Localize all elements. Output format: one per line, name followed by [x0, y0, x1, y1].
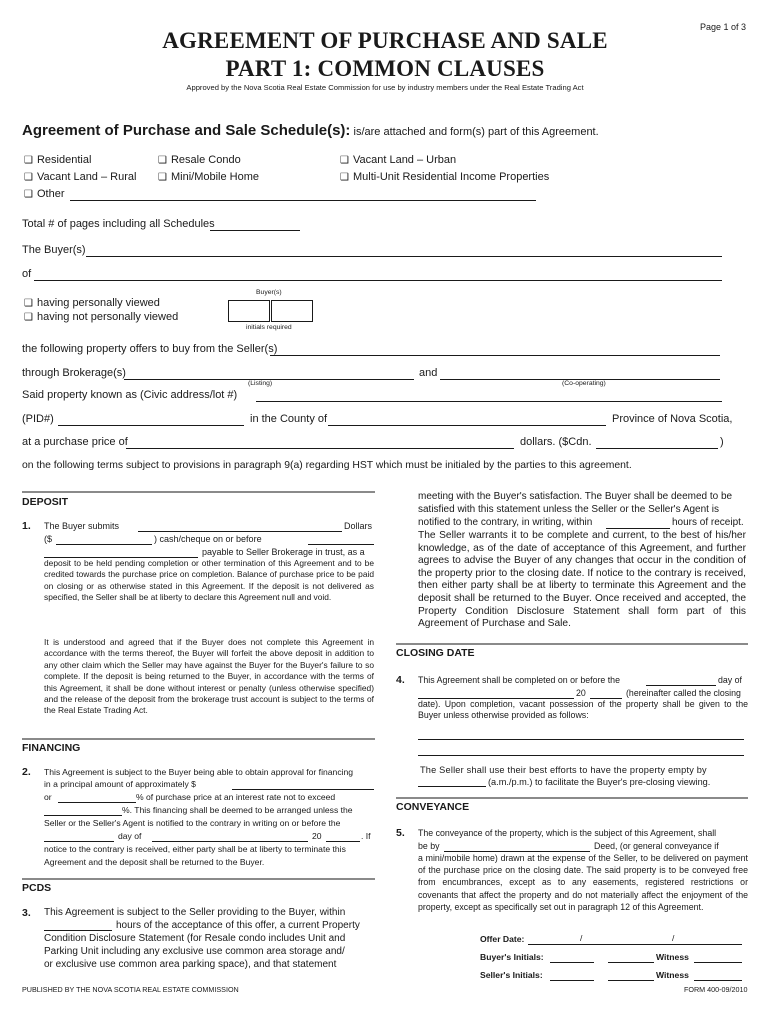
total-pages-field[interactable] — [210, 220, 300, 231]
buyers-field[interactable] — [86, 246, 722, 257]
conveyance-number: 5. — [396, 827, 405, 839]
deposit-divider — [22, 491, 375, 493]
financing-year-field[interactable] — [326, 831, 360, 842]
financing-l5: Seller or the Seller's Agent is notified to the contrary in writing on or before the — [44, 818, 341, 828]
sellers-field[interactable] — [270, 345, 720, 356]
buyers-label: The Buyer(s) — [22, 244, 86, 256]
pcds-number: 3. — [22, 907, 31, 919]
financing-day-field[interactable] — [44, 831, 114, 842]
closing-empty-time-field[interactable] — [418, 776, 486, 787]
sellers-initials-field-2[interactable] — [608, 970, 654, 981]
province-label: Province of Nova Scotia, — [612, 413, 733, 425]
pcds-l3: Condition Disclosure Statement (for Resale condo includes Unit and — [44, 933, 346, 944]
offer-date-label: Offer Date: — [480, 934, 525, 944]
sellers-initials-label: Seller's Initials: — [480, 970, 543, 980]
form-title: AGREEMENT OF PURCHASE AND SALE — [162, 28, 608, 53]
listing-brokerage-field[interactable] — [124, 369, 414, 380]
price-words-field[interactable] — [126, 438, 514, 449]
pid-label: (PID#) — [22, 413, 54, 425]
closing-l4: The Seller shall use their best efforts to have the property empty by — [420, 765, 707, 775]
price-numeric-field[interactable] — [596, 438, 718, 449]
financing-divider — [22, 738, 375, 740]
closing-l5: (a.m./p.m.) to facilitate the Buyer's pre-closing viewing. — [488, 777, 711, 787]
financing-amount-field[interactable] — [232, 779, 374, 790]
financing-l1: This Agreement is subject to the Buyer being able to obtain approval for financing — [44, 767, 354, 777]
deposit-line1: The Buyer submits — [44, 521, 120, 531]
close-paren: ) — [720, 436, 724, 448]
pcds-review-hours-field[interactable] — [606, 518, 670, 529]
pcds-l1: This Agreement is subject to the Seller providing to the Buyer, within — [44, 907, 346, 918]
form-subtitle: PART 1: COMMON CLAUSES — [225, 56, 545, 81]
checkbox-other[interactable]: ❑ Other — [24, 188, 64, 200]
deposit-number: 1. — [22, 520, 31, 532]
financing-number: 2. — [22, 766, 31, 778]
civic-address-field[interactable] — [256, 391, 722, 402]
closing-year-field[interactable] — [590, 688, 622, 699]
deposit-amount-words-field[interactable] — [138, 521, 342, 532]
deposit-heading: DEPOSIT — [22, 496, 69, 508]
schedule-heading: Agreement of Purchase and Sale Schedule(s): is/are attached and form(s) part of this Agreement. — [22, 122, 599, 139]
checkbox-residential[interactable]: ❑ Residential — [24, 154, 91, 166]
footer-publisher: PUBLISHED BY THE NOVA SCOTIA REAL ESTATE COMMISSION — [22, 985, 239, 994]
brokerage-label: through Brokerage(s) — [22, 367, 126, 379]
deposit-body-1: deposit to be held pending completion or other termination of this Agreement and to be credited towards the purchase price on completion. Balance of purchase price to be paid on closing or as otherwise stated in this Agreement. If the deposit is not delivered as specified, the Seller shall be at liberty to declare this Agreement null and void. — [44, 558, 374, 603]
known-as-label: Said property known as (Civic address/lot #) — [22, 389, 238, 401]
deposit-paren: ($ — [44, 534, 53, 544]
pcds-cont-l3b: hours of receipt. — [672, 517, 744, 528]
hst-terms: on the following terms subject to provisions in paragraph 9(a) regarding HST which must be initialed by the parties to this agreement. — [22, 460, 632, 471]
financing-percent-field[interactable] — [58, 792, 136, 803]
closing-provision-line-1[interactable] — [418, 729, 744, 740]
financing-l7: notice to the contrary is received, either party shall be at liberty to terminate this — [44, 844, 346, 854]
closing-number: 4. — [396, 674, 405, 686]
financing-l6a: day of — [118, 831, 142, 841]
conveyance-body: a mini/mobile home) drawn at the expense of the Seller, to be delivered on payment of the purchase price on the closing date. The said property is to be conveyed free from encumbrances, except as to any easements, registered restrictions or covenants that affect the property and do not materially affect the enjoyment of the property, except as specifically set out in paragraph 12 of this Agreement. — [418, 853, 748, 912]
financing-rate-field[interactable] — [44, 805, 122, 816]
date-slash-2: / — [672, 933, 675, 943]
checkbox-resale-condo[interactable]: ❑ Resale Condo — [158, 154, 241, 166]
of-label: of — [22, 268, 32, 280]
deposit-line2: ) cash/cheque on or before — [154, 534, 262, 544]
buyers-witness-label: Witness — [656, 952, 689, 962]
checkbox-vacant-urban[interactable]: ❑ Vacant Land – Urban — [340, 154, 456, 166]
pcds-cont-l3a: notified to the contrary, in writing, within — [418, 517, 593, 528]
buyers-initials-label: Buyer's Initials: — [480, 952, 544, 962]
deed-type-field[interactable] — [444, 841, 590, 852]
and-label: and — [419, 367, 438, 379]
conveyance-l1: The conveyance of the property, which is the subject of this Agreement, shall — [418, 828, 717, 838]
conveyance-heading: CONVEYANCE — [396, 801, 470, 813]
county-field[interactable] — [328, 415, 606, 426]
conveyance-l2a: be by — [418, 841, 440, 851]
footer-form-number: FORM 400-09/2010 — [684, 985, 748, 994]
financing-l4: %. This financing shall be deemed to be arranged unless the — [122, 805, 353, 815]
conveyance-divider — [396, 797, 748, 799]
pid-field[interactable] — [58, 415, 244, 426]
checkbox-mini-mobile[interactable]: ❑ Mini/Mobile Home — [158, 171, 259, 183]
closing-l1b: day of — [718, 675, 742, 685]
buyer-address-field[interactable] — [34, 270, 722, 281]
buyers-initials-field-1[interactable] — [550, 952, 594, 963]
sellers-witness-label: Witness — [656, 970, 689, 980]
financing-month-field[interactable] — [152, 831, 308, 842]
pcds-cont-l2: satisfied with this statement unless the Seller or the Seller's Agent is — [418, 504, 719, 515]
closing-l1a: This Agreement shall be completed on or before the — [418, 675, 620, 685]
deposit-date-field[interactable] — [308, 534, 374, 545]
financing-l6b: 20 — [312, 831, 322, 841]
financing-l3b: % of purchase price at an interest rate not to exceed — [136, 792, 336, 802]
closing-provision-line-2[interactable] — [418, 745, 744, 756]
pcds-hours-field[interactable] — [44, 920, 112, 931]
pcds-l5: or exclusive use common area parking space), and that statement — [44, 959, 337, 970]
offer-date-field[interactable] — [528, 934, 742, 945]
conveyance-l2b: Deed, (or general conveyance if — [594, 841, 719, 851]
checkbox-not-personally-viewed[interactable]: ❑ having not personally viewed — [24, 311, 178, 323]
sellers-initials-field-1[interactable] — [550, 970, 594, 981]
buyer-initials-box-1[interactable] — [228, 300, 270, 322]
deposit-brokerage-field[interactable] — [44, 547, 198, 558]
closing-l2b: (hereinafter called the closing — [626, 688, 741, 698]
pcds-cont-l1: meeting with the Buyer's satisfaction. The Buyer shall be deemed to be — [418, 491, 733, 502]
closing-heading: CLOSING DATE — [396, 647, 475, 659]
closing-l2a: 20 — [576, 688, 586, 698]
initials-top-label: Buyer(s) — [256, 289, 282, 296]
closing-l3: date). Upon completion, vacant possession of the property shall be given to the Buyer unless otherwise provided as follows: — [418, 699, 748, 721]
financing-l8: Agreement and the deposit shall be returned to the Buyer. — [44, 857, 265, 867]
page-number: Page 1 of 3 — [699, 22, 746, 32]
checkbox-personally-viewed[interactable]: ❑ having personally viewed — [24, 297, 160, 309]
buyers-witness-field[interactable] — [694, 952, 742, 963]
buyer-initials-box-2[interactable] — [271, 300, 313, 322]
pcds-cont-body: The Seller warrants it to be complete and current, to the best of his/her knowledge, as of the date of acceptance of this Agreement, and further agrees to advise the Buyer of any changes that occur in the condition of the property prior to the closing date. If notice to the contrary is received, then either party shall be at liberty to terminate this Agreement and the deposit shall be returned to the Buyer. Once received and accepted, the Property Condition Disclosure Statement shall form part of this Agreement of Purchase and Sale. — [418, 530, 746, 630]
checkbox-vacant-rural[interactable]: ❑ Vacant Land – Rural — [24, 171, 136, 183]
cooperating-label: (Co-operating) — [562, 380, 606, 387]
closing-divider — [396, 643, 748, 645]
offers-label: the following property offers to buy from the Seller(s) — [22, 343, 278, 355]
county-label: in the County of — [250, 413, 328, 425]
checkbox-multi-unit[interactable]: ❑ Multi-Unit Residential Income Properties — [340, 171, 549, 183]
initials-required-label: initials required — [246, 324, 292, 331]
deposit-amount-field[interactable] — [56, 534, 152, 545]
approval-note: Approved by the Nova Scotia Real Estate Commission for use by industry members under the Real Estate Trading Act — [186, 83, 584, 92]
deposit-line3: payable to Seller Brokerage in trust, as a — [202, 547, 365, 557]
price-label: at a purchase price of — [22, 436, 128, 448]
listing-label: (Listing) — [248, 380, 273, 387]
pcds-divider — [22, 878, 375, 880]
sellers-witness-field[interactable] — [694, 970, 742, 981]
closing-month-field[interactable] — [418, 688, 574, 699]
other-field[interactable] — [70, 190, 536, 201]
financing-l6c: . If — [361, 831, 371, 841]
pcds-heading: PCDS — [22, 882, 52, 894]
cooperating-brokerage-field[interactable] — [440, 369, 720, 380]
pcds-l2: hours of the acceptance of this offer, a current Property — [116, 920, 360, 931]
total-pages-label: Total # of pages including all Schedules — [22, 218, 215, 230]
financing-heading: FINANCING — [22, 742, 81, 754]
dollars-label: dollars. ($Cdn. — [520, 436, 592, 448]
deposit-body-2: It is understood and agreed that if the Buyer does not complete this Agreement in accordance with the terms thereof, the Buyer will forfeit the above deposit in addition to any other claim which the Seller may have against the Buyer for the Buyer's failure to so complete. If the deposit is being returned to the Buyer, in accordance with the terms of this Agreement, it shall be done without interest or penalty (unless otherwise specified) and the release of the deposit from the brokerage trust account is subject to the terms of the Real Estate Trading Act. — [44, 637, 374, 716]
buyers-initials-field-2[interactable] — [608, 952, 654, 963]
deposit-dollars-label: Dollars — [344, 521, 373, 531]
closing-day-field[interactable] — [646, 675, 716, 686]
financing-l3a: or — [44, 792, 52, 802]
pcds-l4: Parking Unit including any exclusive use common area storage and/ — [44, 946, 345, 957]
date-slash-1: / — [580, 933, 583, 943]
financing-l2: in a principal amount of approximately $ — [44, 779, 196, 789]
